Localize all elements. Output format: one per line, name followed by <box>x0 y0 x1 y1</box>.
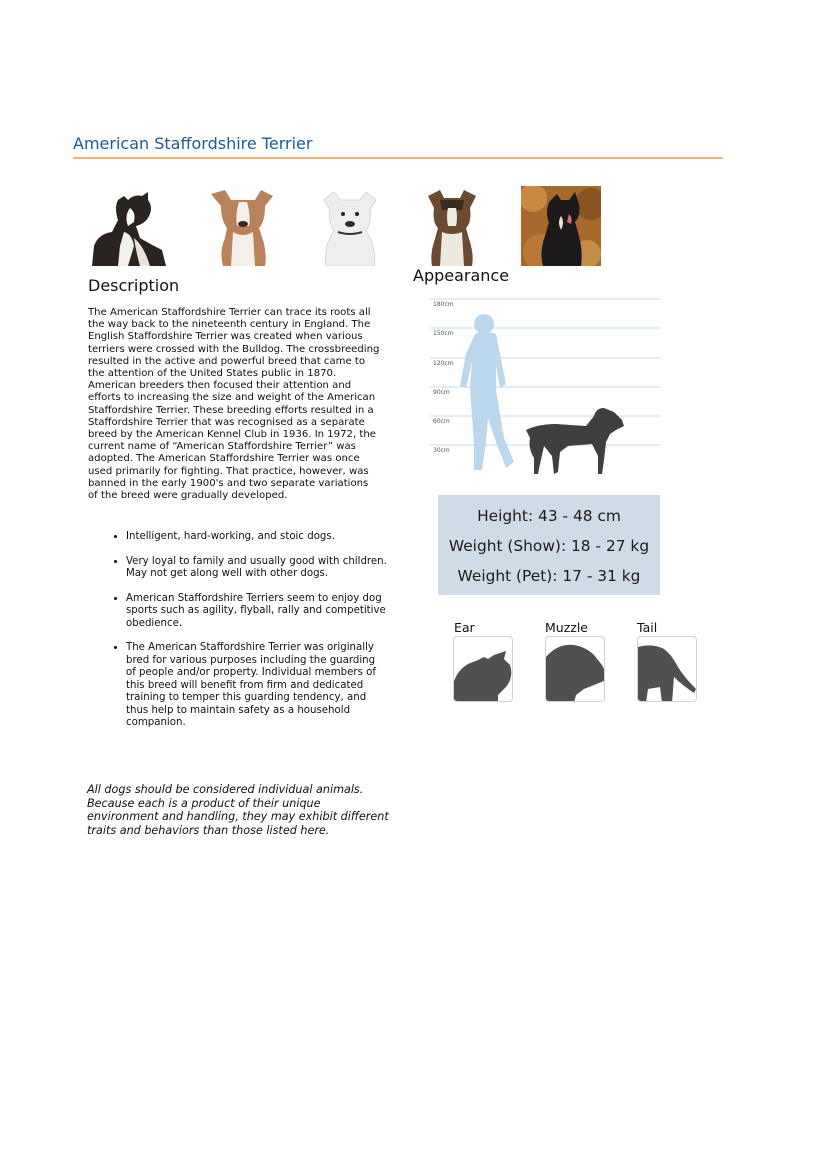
list-item: • Very loyal to family and usually good with children. May not get along well with other dogs. <box>126 556 388 581</box>
traits-list <box>88 531 388 742</box>
scale-label: 120cm <box>433 360 454 367</box>
title-divider <box>73 157 723 159</box>
dog-sitting-fawn-white-icon <box>203 186 283 266</box>
dog-silhouette-icon <box>526 408 624 474</box>
size-comparison-chart <box>420 292 665 477</box>
appearance-heading: Appearance <box>413 266 510 285</box>
height-stat: Height: 43 - 48 cm <box>477 507 621 525</box>
scale-label: 30cm <box>433 447 450 454</box>
scale-label: 90cm <box>433 389 450 396</box>
size-stats-panel <box>438 495 660 595</box>
dog-ear-icon <box>453 636 513 702</box>
dog-lying-black-white-icon <box>88 186 168 266</box>
ear-label: Ear <box>454 620 475 635</box>
page-title: American Staffordshire Terrier <box>73 134 313 153</box>
description-text: The American Staffordshire Terrier can trace its roots all the way back to the nineteenth century in England. The English Staffordshire Terrier was created when various terriers were crossed with the Bulldog. The crossbreeding resulted in the active and powerful breed that came to the attention of the United States public in 1870. American breeders then focused their attention and efforts to increasing the size and weight of the American Staffordshire Terrier. These breeding efforts resulted in a Staffordshire Terrier that was recognised as a separate breed by the American Kennel Club in 1936. In 1972, the current name of “American Staffordshire Terrier” was adopted. The American Staffordshire Terrier was once used primarily for fighting. That practice, however, was banned in the early 1900's and two separate variations of the breed were gradually developed. <box>88 307 380 502</box>
tail-label: Tail <box>637 620 658 635</box>
dog-muzzle-icon <box>545 636 605 702</box>
dog-white-portrait-icon <box>310 186 390 266</box>
list-item: • The American Staffordshire Terrier was originally bred for various purposes including the guarding of people and/or property. Individual members of this breed will benefit from firm and dedicated training to temper this guarding tendency, and thus help to maintain safety as a household companion. <box>126 642 388 730</box>
dog-black-autumn-leaves-icon <box>521 186 601 266</box>
description-heading: Description <box>88 276 180 295</box>
scale-label: 180cm <box>433 301 454 308</box>
dog-brindle-standing-icon <box>412 186 492 266</box>
weight-show-stat: Weight (Show): 18 - 27 kg <box>448 537 650 555</box>
list-item: • American Staffordshire Terriers seem to enjoy dog sports such as agility, flyball, rally and competitive obedience. <box>126 593 388 631</box>
muzzle-label: Muzzle <box>545 620 588 635</box>
disclaimer-text: All dogs should be considered individual animals. Because each is a product of their unique environment and handling, they may exhibit different traits and behaviors than those listed here. <box>87 783 389 837</box>
dog-tail-icon <box>637 636 697 702</box>
weight-pet-stat: Weight (Pet): 17 - 31 kg <box>457 567 641 585</box>
list-item: • Intelligent, hard-working, and stoic dogs. <box>126 531 388 544</box>
scale-label: 60cm <box>433 418 450 425</box>
scale-label: 150cm <box>433 330 454 337</box>
human-silhouette-icon <box>460 314 514 470</box>
